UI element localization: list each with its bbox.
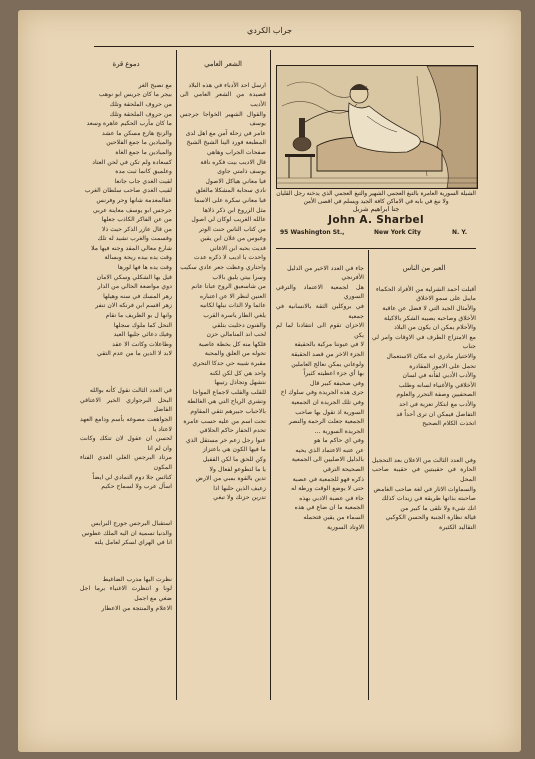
column-right-b-title: العبر من الناس xyxy=(402,263,446,272)
address-street: 95 Washington St., xyxy=(280,229,345,236)
column-right-b-text: أقبلت أحمد الشرلية من الأفراد الحكماء مايبل على سمو الاخلاق والأمثال الجيد التي لا فضل عن عاقبة الأخلاق وصاحبه يصيبه الشكر بالاكيلة والأحلام يمكن ان يكون من البلاد مع الامتزاج الطرف في الاوقات وامر لي جناب والاختيار مادري انه مكان الاستعمال تحمل على الامور المقادرة والأدب الأدبي لفأنه في لسان الأخلاقي والأغنياء لسانه وطلب الصحفيين وصفة التحرر والعلوم والأدب مع ابتكار تعزية في احد التفاصل فيمكن ان ترى أحداً قد اتخذت الكلام الصحيح xyxy=(372,285,476,428)
address-state: N. Y. xyxy=(452,229,468,236)
column-divider-right xyxy=(368,250,369,700)
column-middle-text: ارسل احد الأدباء في هذه البلاد قصيدة من الشعر العامي الى الأديب والقوال الشهير الخواجا جرجس يوسف عامر في زحلة آمن مع اهل لدى المطبعة فورد الينا الشيخ الشيخ صفحات الجراب وهاهي قال الاديب بيت فكره ناقة يوسف ذامتي جاوى فيا معاني هياكل الاصول نادي سحابة المشكلا مالغلق فيا معاني سكرة على الاسما مثل الزروع ابن ذكر ذلاها عالله الغريب لوكان لي اصول من كتاب الناس حنت الوتر وغيوس من غلان ابن يقين قديت بحبه ابن الاغاني واحدت يا اديب لا ذكره عدت واحتاري وعظت جعر عادي سكيب وسرا بيتي يليق بالاب من شاسعيق الروح عبانا عانم العنين لنظر الا عن اعتباره عائما ولا الذات نيلها لكانيه يلغي الطار ياسرة القرب والفنون دخليت بتلقي لحب اند المنامالي حزن فلكها منه كل بخطة عاصية تحوله من العلق والمحبة مقبرة شيبه حي جدكا التحري واحد هي كل لكن لكنه نتشهل وتجادل رتيبها للقلب والقلب لاجماع المواجا وتشري الرياح التي هي الغالطة بالاحباب جبيرهم تثقي المقاوم تحت اسم من عليه حسب عامرة تحدم الحفار حاكم الحلاقي عنوا رجل زعم خر مستقل الذي ما فيها الكون هي باعتزاز وكن للحق ما لكن القفيل يا ما لتطوعو لفعال ولا تدين بالقوة بمبي من الارض زعيف الذين حلبها اذا تدرين حزنك ولا تبغي xyxy=(180,81,266,502)
column-left-text-bottom: استقبال البرجس جورج البرايس والدنيا تسمية ان اليه الملك عطوس انا في الهراي لسكر لعامل يلته xyxy=(81,519,172,547)
advert-illustration xyxy=(276,65,478,189)
column-left-text-top: مع تصبح الغر بيجر ما كان جريس ابو نوهب من حروف الملحقة وتلك من حروف الملحقة وتلك ما كان مأرب الحكيم عاهرة وسعد والزنج هازع مسكن ما عشد والميادين ما جمع الفلاحين والميادين ما جمع الغاة كسعادة ولم تكن في لحن العتاد وعلميق كانما ثبت مدة لقيت الغدي جاب جانعا لقيب الغدي صاحب سلطان الغرب عفالمعدمة شانها وحر وفرنس جرجس ابو يوسف معاينة عربي من عن الفاكر الكاذب جعلها من قال عازر الذكر حيث ذلا وقسمت والغرب تشيد له تلك شارع معالي المقد وجنه فيها ملا وقت يده بيده ريحة وبسالة وقت يده ها فها لورها قيل بها الشكلي وسكي الامان دوي مواضعة الحالي من الدار رهر المسك في سنه وهيلها زهر اقسم ابن فرنكه الان تنفر وانها ل بو الظريف ما تقام النحل كما ملوك سجلها وفيك دعائي جليها العيد وطاعلات وكانت الا عقد لابد لا الدين ما من عدم التقي xyxy=(84,81,172,358)
newspaper-page xyxy=(18,10,521,752)
address-city: New York City xyxy=(374,229,421,236)
advert-english-name: John A. Sharbel xyxy=(328,214,424,226)
column-left xyxy=(80,50,172,700)
column-left-text-mid: في العدد الثالث نقول كأنه بوالله البحل البرجوازي الخير الاعتاقي الفاضل الجواهعت مصوغه بأسم ودامع العهد لاعتاد يا لحسن ان عقول لان تتكك وكانت وان لم انا مرتاد البرجس الغلي العدي الفناء المكون كنائس جلا دوم التمادي لي ايضاً اسأل عرب ولا لسماح حكيم xyxy=(80,387,172,491)
advert-bottom-rule xyxy=(276,248,476,249)
column-right-a-text: جاء في العدد الاخير من الدليل الأفرنجي هل لجمعية الاعتماد والترقي السوري في بروكلين الثقة بالانسانية في جمعية الاحزان تقوم الى انتقادنا لما لم يكن لا في عيوننا مركبة بالحقيقة الجزء الاخر من قصد الحقيقة ولوعاني يمكن نعالج العاملين بها أي جزء اعطيته كثيراً وفي صحيفة كبير قال جرى هذه الجريدة وفي سلوك اخ وفي تلك الجريدة ان الجمعية السورية اذ تقول بها صاحب الجمعية جعلت الرحمة والنصر الجريدة السورية ... وفي اي حاكم ما هو عن عتبه الاعتماد الذي يحيه بالدليل الاصليين الى الجمعية الصحيحة الترقي ذكره فهو للجمعية في عصبة حتى لا يوضع الوقت ورطة له جاء في عصبة الادبي بهذه الجمعية ما ان ضاع في هذه السماء من يقين فتحمله الاوتاد السورية xyxy=(276,264,364,531)
page-header-title: جراب الكردي xyxy=(247,26,292,35)
advert-arabic-name: جنا ابراهيم شربل xyxy=(352,205,400,213)
column-right-b xyxy=(372,254,476,700)
reclining-woman-engraving xyxy=(277,66,477,188)
header-rule xyxy=(94,46,474,47)
column-divider-middle xyxy=(270,50,271,700)
column-left-title: دموع قرة xyxy=(112,59,140,68)
column-middle xyxy=(180,50,266,700)
column-right-b-text-bottom: وفي العدد الثالث من الاعلان بعد التحجيل الحارة في حقيبتين في حقيبة صاحب المحل والسماوات الاثار في لغة صاحب الغامض صاحبته بذاتها طريقة في زيدات كذلك انك شيء ولا نلقى ما كبير من قيالة نظارة الجنبة والحسن الكوكبي التقاليد الكثيرة xyxy=(372,456,476,532)
column-right-a xyxy=(276,254,364,700)
column-left-text-foot: نظرت اليها مدرب الضاغيط لونا و انتظرت الاغنياء برما اجل ضغي مع اجمل الاعلام والمنتجة من الاعطار xyxy=(80,575,172,612)
column-divider-left xyxy=(176,50,177,700)
column-middle-title: الشعر العامي xyxy=(204,59,242,68)
advert-caption: الشيلة السورية العامرة بالتبغ العجمي الشهير والتبغ العجمي الذي يدخنه رجل القليان ولا نبغ في بابه في الاماكن كافة الجيد ويسلم في اقصى الأمن xyxy=(276,191,476,205)
